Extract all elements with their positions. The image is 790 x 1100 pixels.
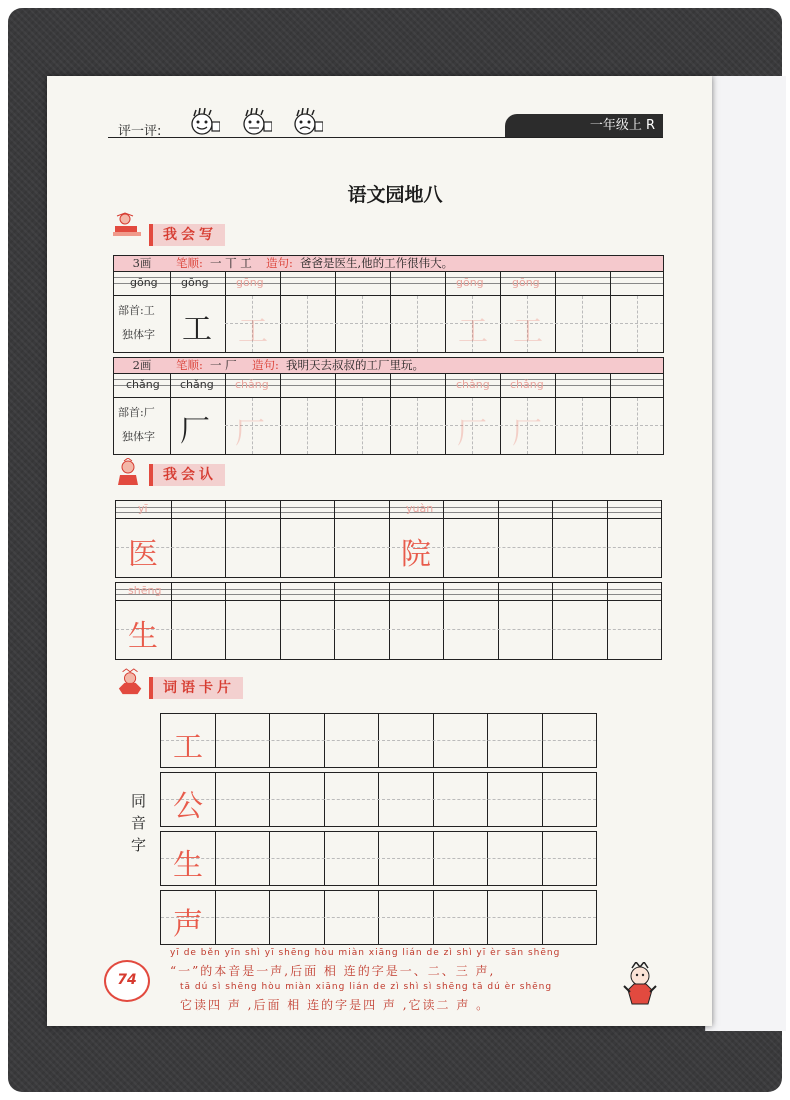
trace-character: 厂 [457, 416, 487, 451]
reading-kid-icon [116, 458, 146, 486]
smile-face-icon [188, 108, 220, 136]
word-card-row [160, 890, 597, 945]
stroke-order-value: 一 厂 [210, 358, 237, 372]
tip-text-line-2: 它读四 声 ,后面 相 连的字是四 声 ,它读二 声 。 [180, 998, 491, 1012]
pinyin-copy: gōng [181, 276, 209, 289]
tip-pinyin-line-2: tā dú sì shēng hòu miàn xiāng lián de zì shì sì shēng tā dú èr shēng [180, 982, 553, 992]
pinyin-trace: chǎng [510, 378, 544, 391]
recognize-grid-1 [115, 500, 662, 578]
pinyin-label: yuàn [406, 502, 434, 515]
stroke-order-label: 笔顺: [176, 358, 203, 372]
trace-character: 工 [513, 314, 543, 349]
pinyin-trace: gōng [512, 276, 540, 289]
recognize-character: 医 [128, 537, 158, 572]
homophone-character: 工 [173, 730, 203, 765]
sentence-label: 造句: [252, 358, 279, 372]
word-card-row [160, 831, 597, 886]
neutral-face-icon [240, 108, 272, 136]
stroke-count: 2画 [132, 358, 152, 372]
stroke-count: 3画 [132, 256, 152, 270]
example-sentence: 我明天去叔叔的工厂里玩。 [286, 358, 424, 372]
model-character: 工 [182, 312, 212, 347]
writing-grid-gong [113, 255, 664, 353]
sentence-label: 造句: [266, 256, 293, 270]
section-tag-word-card: 词语卡片 [149, 677, 243, 699]
section-tag-write: 我会写 [149, 224, 225, 246]
page-number: 74 [104, 960, 150, 1002]
pinyin-label: chǎng [126, 378, 160, 391]
writing-kid-icon [113, 212, 143, 240]
homophone-label-2: 音 [131, 814, 147, 832]
homophone-character: 声 [173, 907, 203, 942]
tip-pinyin-line-1: yī de běn yīn shì yī shēng hòu miàn xiāng lián de zì shì yī èr sān shēng [170, 948, 561, 958]
word-card-row [160, 772, 597, 827]
header-rule [108, 137, 663, 138]
grade-tab: 一年级上 R [505, 114, 663, 137]
structure-label: 独体字 [122, 430, 155, 443]
info-band [114, 256, 663, 272]
homophone-character: 公 [173, 789, 203, 824]
recognize-character: 生 [128, 619, 158, 654]
pinyin-label: gōng [130, 276, 158, 289]
adjacent-page [705, 76, 786, 1031]
page-title: 语文园地八 [347, 184, 443, 206]
homophone-label-3: 字 [131, 836, 147, 854]
stroke-order-value: 一 丅 工 [210, 256, 252, 270]
pinyin-trace: chǎng [456, 378, 490, 391]
pinyin-label: yī [138, 502, 148, 515]
radical-label: 部首:工 [118, 304, 155, 317]
rating-label: 评一评: [118, 124, 162, 139]
trace-character: 厂 [512, 416, 542, 451]
trace-character: 厂 [235, 416, 265, 451]
pinyin-trace: chǎng [235, 378, 269, 391]
stroke-order-label: 笔顺: [176, 256, 203, 270]
sad-face-icon [291, 108, 323, 136]
pinyin-trace: gōng [236, 276, 264, 289]
mascot-kid-icon [622, 962, 660, 1008]
structure-label: 独体字 [122, 328, 155, 341]
radical-label: 部首:厂 [118, 406, 155, 419]
recognize-grid-2 [115, 582, 662, 660]
model-character: 厂 [180, 414, 210, 449]
trace-character: 工 [238, 314, 268, 349]
tip-text-line-1: “一”的本音是一声,后面 相 连的字是一、二、三 声, [170, 964, 496, 978]
word-card-row [160, 713, 597, 768]
recognize-character: 院 [401, 537, 431, 572]
trace-character: 工 [458, 314, 488, 349]
homophone-label-1: 同 [131, 792, 147, 810]
info-band [114, 358, 663, 374]
thinking-kid-icon [116, 668, 146, 696]
pinyin-copy: chǎng [180, 378, 214, 391]
pinyin-label: shēng [128, 584, 162, 597]
homophone-character: 生 [173, 848, 203, 883]
pinyin-trace: gōng [456, 276, 484, 289]
example-sentence: 爸爸是医生,他的工作很伟大。 [300, 256, 454, 270]
section-tag-recognize: 我会认 [149, 464, 225, 486]
writing-grid-chang [113, 357, 664, 455]
